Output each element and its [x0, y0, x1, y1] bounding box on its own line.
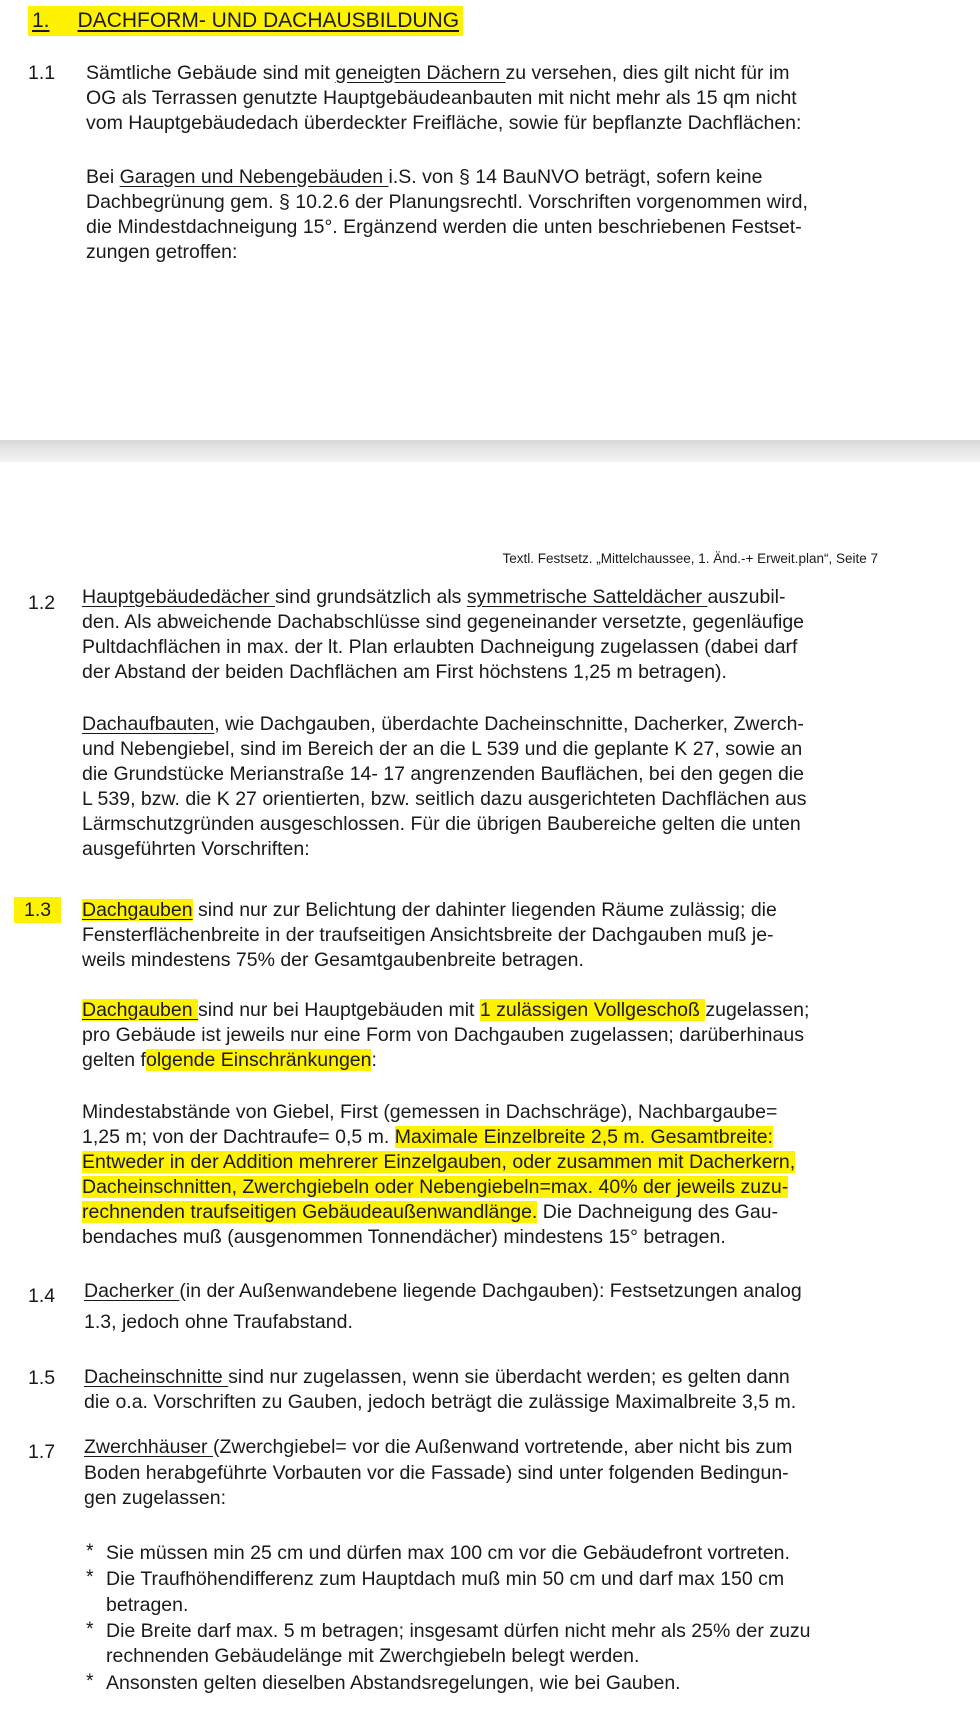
paragraph-line: die Grundstücke Merianstraße 14- 17 angrenzenden Bauflächen, bei den gegen die: [82, 763, 804, 785]
paragraph-line: Entweder in der Addition mehrerer Einzelgauben, oder zusammen mit Dacherkern,: [82, 1151, 796, 1173]
paragraph-line: die Mindestdachneigung 15°. Ergänzend werden die unten beschriebenen Festset-: [86, 216, 802, 238]
paragraph-line: Fensterflächenbreite in der traufseitigen Ansichtsbreite der Dachgauben muß je-: [82, 924, 774, 946]
paragraph-line: Bei Garagen und Nebengebäuden i.S. von § 14 BauNVO beträgt, sofern keine: [86, 166, 763, 188]
bullet-marker: *: [86, 1670, 94, 1692]
bullet-marker: *: [86, 1540, 94, 1562]
section-title: [28, 6, 463, 36]
paragraph-line: rechnenden traufseitigen Gebäudeaußenwandlänge. Die Dachneigung des Gau-: [82, 1201, 779, 1223]
paragraph-number: 1.2: [28, 592, 56, 614]
paragraph-line: Boden herabgeführte Vorbauten vor die Fassade) sind unter folgenden Bedingun-: [84, 1462, 789, 1484]
paragraph-line: Hauptgebäudedächer sind grundsätzlich als symmetrische Satteldächer auszubil-: [82, 586, 786, 608]
paragraph-line: vom Hauptgebäudedach überdeckter Freifläche, sowie für bepflanzte Dachflächen:: [86, 112, 802, 134]
document-page-1: [0, 0, 980, 440]
bullet-marker: *: [86, 1618, 94, 1640]
paragraph-line: 1,25 m; von der Dachtraufe= 0,5 m. Maximale Einzelbreite 2,5 m. Gesamtbreite:: [82, 1126, 773, 1148]
paragraph-line: Pultdachflächen in max. der lt. Plan erlaubten Dachneigung zugelassen (dabei darf: [82, 636, 798, 658]
paragraph-line: pro Gebäude ist jeweils nur eine Form von Dachgauben zugelassen; darüberhinaus: [82, 1024, 804, 1046]
page-header: Textl. Festsetz. „Mittelchaussee, 1. Änd.-+ Erweit.plan“, Seite 7: [502, 551, 878, 566]
paragraph-line: Dacheinschnitte sind nur zugelassen, wenn sie überdacht werden; es gelten dann: [84, 1366, 790, 1388]
paragraph-line: bendaches muß (ausgenommen Tonnendächer) mindestens 15° betragen.: [82, 1226, 726, 1248]
paragraph-number: 1.3: [14, 897, 61, 923]
paragraph-line: ausgeführten Vorschriften:: [82, 838, 310, 860]
paragraph-line: Dachbegrünung gem. § 10.2.6 der Planungsrechtl. Vorschriften vorgenommen wird,: [86, 191, 808, 213]
paragraph-line: zungen getroffen:: [86, 241, 238, 263]
paragraph-line: und Nebengiebel, sind im Bereich der an die L 539 und die geplante K 27, sowie an: [82, 738, 803, 760]
bullet-item: Ansonsten gelten dieselben Abstandsregelungen, wie bei Gauben.: [106, 1672, 681, 1694]
paragraph-line: Zwerchhäuser (Zwerchgiebel= vor die Außenwand vortretende, aber nicht bis zum: [84, 1436, 793, 1458]
paragraph-line: gen zugelassen:: [84, 1487, 227, 1509]
bullet-item: Die Traufhöhendifferenz zum Hauptdach muß min 50 cm und darf max 150 cm: [106, 1568, 785, 1590]
bullet-item: Sie müssen min 25 cm und dürfen max 100 cm vor die Gebäudefront vortreten.: [106, 1542, 790, 1564]
paragraph-line: Dachgauben sind nur bei Hauptgebäuden mit 1 zulässigen Vollgeschoß zugelassen;: [82, 999, 810, 1021]
paragraph-line: Dacherker (in der Außenwandebene liegende Dachgauben): Festsetzungen analog: [84, 1280, 802, 1302]
paragraph-number: 1.4: [28, 1285, 56, 1307]
paragraph-number: 1.7: [28, 1441, 56, 1463]
page-separator: [0, 440, 980, 462]
paragraph-line: Sämtliche Gebäude sind mit geneigten Dächern zu versehen, dies gilt nicht für im: [86, 62, 790, 84]
paragraph-line: die o.a. Vorschriften zu Gauben, jedoch beträgt die zulässige Maximalbreite 3,5 m.: [84, 1391, 797, 1413]
bullet-item-continuation: rechnenden Gebäudelänge mit Zwerchgiebeln belegt werden.: [106, 1645, 640, 1667]
paragraph-line: 1.3, jedoch ohne Traufabstand.: [84, 1311, 353, 1333]
paragraph-line: der Abstand der beiden Dachflächen am First höchstens 1,25 m betragen).: [82, 661, 727, 683]
bullet-item: Die Breite darf max. 5 m betragen; insgesamt dürfen nicht mehr als 25% der zuzu: [106, 1620, 811, 1642]
paragraph-number: 1.5: [28, 1367, 56, 1389]
paragraph-line: Lärmschutzgründen ausgeschlossen. Für die übrigen Baubereiche gelten die unten: [82, 813, 801, 835]
paragraph-line: Mindestabstände von Giebel, First (gemessen in Dachschräge), Nachbargaube=: [82, 1101, 778, 1123]
bullet-item-continuation: betragen.: [106, 1594, 189, 1616]
paragraph-number: 1.1: [28, 62, 56, 84]
bullet-marker: *: [86, 1566, 94, 1588]
paragraph-line: weils mindestens 75% der Gesamtgaubenbreite betragen.: [82, 949, 584, 971]
paragraph-line: den. Als abweichende Dachabschlüsse sind gegeneinander versetzte, gegenläufige: [82, 611, 805, 633]
paragraph-line: L 539, bzw. die K 27 orientierten, bzw. seitlich dazu ausgerichteten Dachflächen aus: [82, 788, 807, 810]
paragraph-line: Dachaufbauten, wie Dachgauben, überdachte Dacheinschnitte, Dacherker, Zwerch-: [82, 713, 804, 735]
paragraph-line: gelten folgende Einschränkungen:: [82, 1049, 377, 1071]
paragraph-line: Dacheinschnitten, Zwerchgiebeln oder Nebengiebeln=max. 40% der jeweils zuzu-: [82, 1176, 789, 1198]
section-title-text: DACHFORM- UND DACHAUSBILDUNG: [77, 9, 460, 32]
paragraph-line: Dachgauben sind nur zur Belichtung der dahinter liegenden Räume zulässig; die: [82, 899, 777, 921]
section-title-number: 1.: [32, 9, 50, 32]
paragraph-line: OG als Terrassen genutzte Hauptgebäudeanbauten mit nicht mehr als 15 qm nicht: [86, 87, 797, 109]
